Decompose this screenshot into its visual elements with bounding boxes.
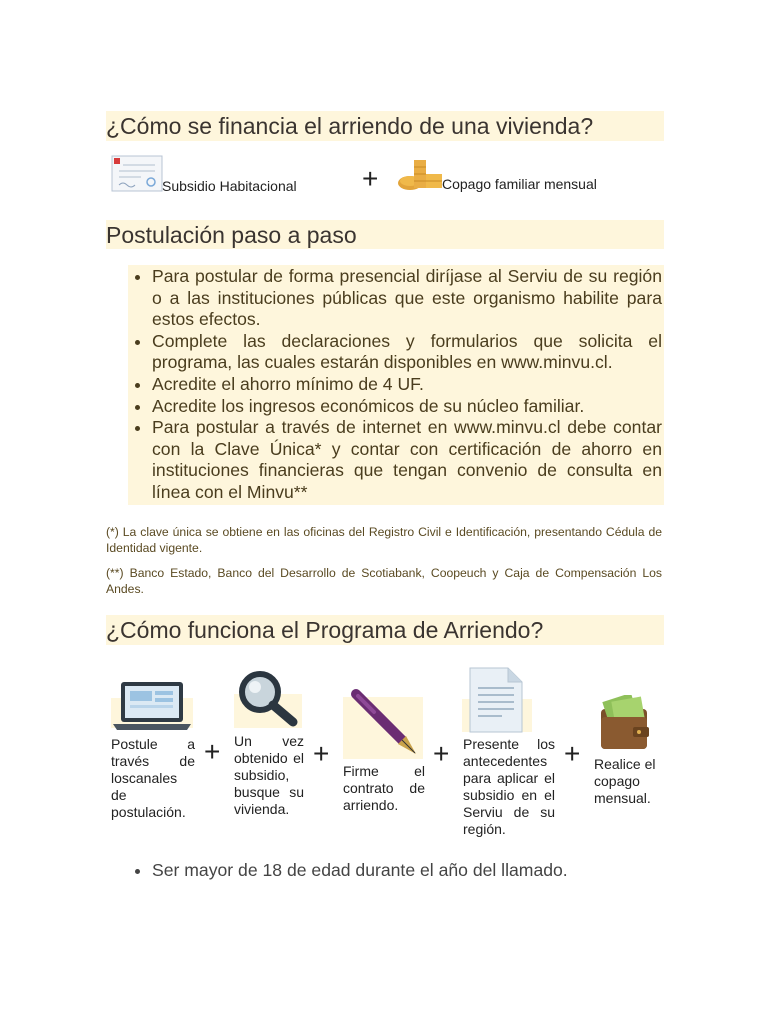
wallet-icon: [597, 695, 653, 753]
step-5-text: Realice el copago mensual.: [594, 756, 656, 806]
pen-icon: [350, 688, 418, 756]
list-item: • Para postular de forma presencial diríjase al Serviu de su región o a las instituciones públicas que este organismo habilite para estos efectos.: [152, 266, 662, 331]
requirements-list: [106, 860, 662, 881]
footnote-clave-unica: (*) La clave única se obtiene en las oficinas del Registro Civil e Identificación, presentando Cédula de Identidad vigente.: [106, 525, 662, 555]
financing-item-2-label: Copago familiar mensual: [442, 176, 597, 192]
step-2-text: Un vez obtenido el subsidio, busque su vivienda.: [234, 733, 304, 817]
magnifier-icon: [238, 670, 300, 728]
program-title: ¿Cómo funciona el Programa de Arriendo?: [106, 617, 544, 643]
step-4-text: Presente los antecedentes para aplicar el subsidio en el Serviu de su región.: [463, 736, 555, 837]
document-icon: [468, 666, 524, 734]
laptop-icon: [113, 680, 191, 732]
list-item: • Acredite el ahorro mínimo de 4 UF.: [152, 374, 662, 396]
financing-plus: +: [362, 163, 379, 194]
step-plus-2: +: [313, 738, 330, 769]
financing-title: ¿Cómo se financia el arriendo de una vivienda?: [106, 113, 594, 139]
step-plus-4: +: [564, 738, 581, 769]
postulation-steps-list: [106, 266, 662, 504]
step-1-text: Postule a través de loscanales de postulación.: [111, 736, 195, 820]
list-item: • Para postular a través de internet en www.minvu.cl debe contar con la Clave Única* y contar con certificación de ahorro en instituciones financieras que tengan convenio de consulta en línea con el Minvu**: [152, 417, 662, 503]
step-plus-1: +: [204, 736, 221, 767]
coins-icon: [398, 157, 444, 191]
certificate-icon: [111, 155, 163, 193]
postulation-title: Postulación paso a paso: [106, 222, 357, 248]
list-item: • Complete las declaraciones y formularios que solicita el programa, las cuales estarán disponibles en www.minvu.cl.: [152, 331, 662, 374]
financing-item-1-label: Subsidio Habitacional: [162, 178, 297, 194]
list-item: • Ser mayor de 18 de edad durante el año del llamado.: [152, 860, 662, 881]
step-plus-3: +: [433, 738, 450, 769]
footnote-banks: (**) Banco Estado, Banco del Desarrollo de Scotiabank, Coopeuch y Caja de Compensación Los Andes.: [106, 566, 662, 596]
step-3-text: Firme el contrato de arriendo.: [343, 763, 425, 813]
list-item: • Acredite los ingresos económicos de su núcleo familiar.: [152, 396, 662, 418]
